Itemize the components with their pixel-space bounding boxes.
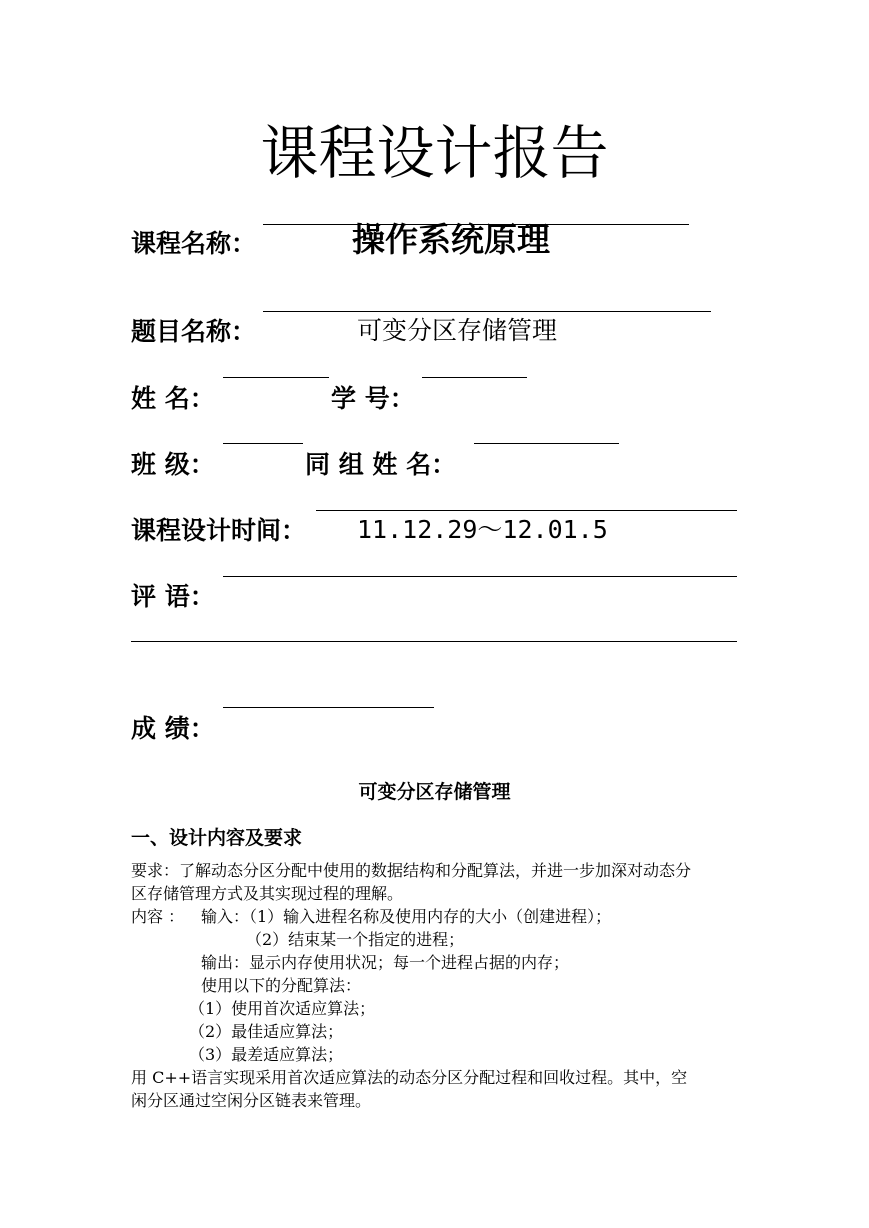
input-line-1: 输入：（1）输入进程名称及使用内存的大小（创建进程）； xyxy=(201,907,612,926)
topic-name-value: 可变分区存储管理 xyxy=(357,316,558,345)
report-title: 课程设计报告 xyxy=(260,119,609,187)
class-underline xyxy=(223,443,303,444)
comments-underline-2 xyxy=(131,641,737,642)
class-label: 班 级： xyxy=(131,450,215,479)
implementation-line-2: 闲分区通过空闲分区链表来管理。 xyxy=(131,1091,372,1110)
requirement-line-2: 区存储管理方式及其实现过程的理解。 xyxy=(131,884,404,903)
input-line-2: （2）结束某一个指定的进程； xyxy=(246,930,465,949)
grade-underline xyxy=(223,707,434,708)
course-name-value: 操作系统原理 xyxy=(352,220,550,259)
group-members-underline xyxy=(474,443,619,444)
design-time-value: 11.12.29～12.01.5 xyxy=(357,515,608,544)
student-id-underline xyxy=(422,377,527,378)
algorithm-item-3: （3）最差适应算法； xyxy=(189,1045,344,1064)
group-members-label: 同 组 姓 名： xyxy=(305,450,457,479)
requirement-line-1: 要求：了解动态分区分配中使用的数据结构和分配算法，并进一步加深对动态分 xyxy=(131,861,692,880)
comments-underline xyxy=(223,576,737,577)
student-name-label: 姓 名： xyxy=(131,384,215,413)
section-1-title: 一、设计内容及要求 xyxy=(131,827,303,849)
student-id-label: 学 号： xyxy=(331,384,415,413)
topic-name-label: 题目名称： xyxy=(131,317,257,346)
student-name-underline xyxy=(223,377,329,378)
grade-label: 成 绩： xyxy=(131,714,215,743)
report-heading: 可变分区存储管理 xyxy=(358,781,511,803)
algorithm-item-1: （1）使用首次适应算法； xyxy=(189,999,376,1018)
output-line: 输出：显示内存使用状况；每一个进程占据的内存； xyxy=(201,953,570,972)
content-label: 内容 ： xyxy=(131,907,185,926)
comments-label: 评 语： xyxy=(131,582,215,611)
algorithm-item-2: （2）最佳适应算法； xyxy=(189,1022,344,1041)
design-time-underline xyxy=(316,510,737,511)
implementation-line-1: 用 C++语言实现采用首次适应算法的动态分区分配过程和回收过程。其中，空 xyxy=(131,1068,688,1087)
course-name-label: 课程名称： xyxy=(131,229,257,258)
algorithm-intro: 使用以下的分配算法： xyxy=(201,976,362,995)
topic-name-underline xyxy=(263,311,711,312)
design-time-label: 课程设计时间： xyxy=(131,516,307,545)
